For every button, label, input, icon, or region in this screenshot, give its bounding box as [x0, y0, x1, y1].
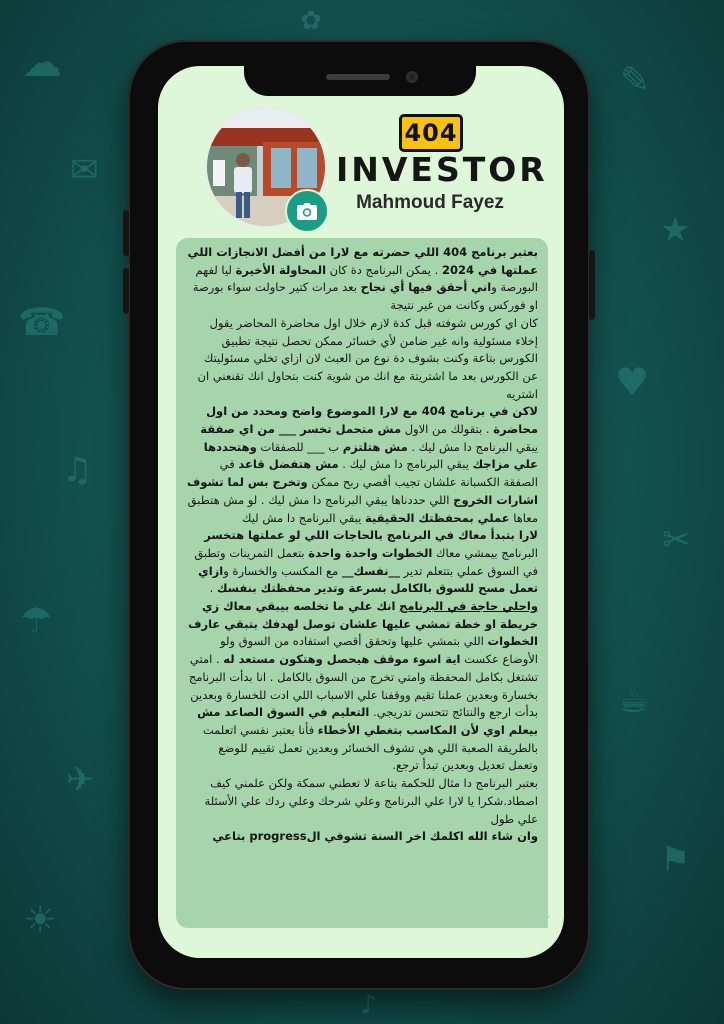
- camera-icon: [297, 203, 317, 220]
- background-doodle: ✎: [620, 60, 651, 101]
- phone-volume-button: [123, 210, 129, 256]
- background-doodle: ☁: [22, 40, 62, 86]
- phone-power-button: [589, 250, 595, 320]
- profile-name: Mahmoud Fayez: [356, 192, 504, 213]
- phone-volume-button: [123, 268, 129, 314]
- background-doodle: ☀: [24, 900, 57, 941]
- background-doodle: ☕: [618, 680, 651, 721]
- brand-badge-404: 404: [399, 114, 463, 152]
- background-doodle: ✉: [70, 150, 99, 190]
- brand-title: INVESTOR: [336, 150, 548, 189]
- background-doodle: ✂: [662, 520, 691, 560]
- front-camera: [406, 71, 418, 83]
- message-paragraph: بعتبر برنامج 404 اللي حضرته مع لارا من أفضل الانجازات اللي عملتها في 2024 . يمكن البرنامج دة كان المحاولة الأخيرة ليا لفهم البورصة واني أحقق فيها أي نجاح بعد مرات كتير حاولت سواء بورصة او فوركس وكانت من غير نتيجة: [187, 245, 538, 313]
- message-paragraph: لاكن في برنامج 404 مع لارا الموضوع واضح ومحدد من اول محاضرة . بتقولك من الاول مش متحمل تخسر ___ من اي صفقة يبقي البرنامج دا مش ليك . مش هتلتزم ب ___ للصفقات وهتحددها علي مزاجك يبقي البرنامج دا مش ليك . مش هتفضل قاعد في الصفقة الكسبانة علشان تجيب أقصي ربح ممكن وتخرج بس لما تشوف اشارات الخروج اللي حددناها يبقي البرنامج دا مش ليك . لو مش هتطبق معاها عملي بمحفظتك الحقيقية يبقي البرنامج دا مش ليك: [186, 404, 538, 525]
- bubble-tail: [540, 916, 550, 928]
- background-doodle: ♫: [62, 450, 93, 490]
- background-doodle: ☂: [20, 600, 53, 641]
- background-doodle: ✈: [66, 760, 95, 800]
- background-doodle: ♥: [615, 360, 650, 404]
- background-doodle: ★: [660, 210, 691, 250]
- message-paragraph: بعتبر البرنامج دا مثال للحكمة بتاعة لا تعطني سمكة ولكن علمني كيف اصطاد.شكرا يا لارا علي البرنامج وعلي شرحك وعلي ردك علي الأسئلة علي طول: [204, 776, 538, 826]
- background-doodle: ☎: [18, 300, 66, 344]
- change-photo-button[interactable]: [285, 189, 329, 233]
- message-paragraph: كان اي كورس شوفته قبل كدة لازم خلال اول محاضرة المحاضر يقول إخلاء مسئولية وانه غير ضامن لأي خسائر ممكن تحصل نتيجة تطبيق الكورس بتاعة وكنت بشوف دة نوع من العبث لان ازاي تخلي مسئوليتك عن الكورس بعد ما اشتريتة مع انك من شوية كنت بتحاول انك تقنعني ان اشتريه: [197, 315, 538, 401]
- background-doodle: ✿: [300, 6, 322, 36]
- phone-speaker: [326, 74, 390, 80]
- chat-message-text: [186, 244, 538, 846]
- background-doodle: ♪: [360, 990, 377, 1020]
- message-paragraph: لارا بتبدأ معاك في البرنامج بالحاجات اللي لو عملتها هتخسر البرنامج بيمشي معاك الخطوات واحدة واحدة بتعمل التمرينات وتطبق في السوق عملي بتتعلم تدير __نفسك__ مع المكسب والخسارة وازاي تعمل مسح للسوق بالكامل بسرعة وتدير محفظتك بنفسك . واحلي حاجة في البرنامج انك علي ما تخلصه بيبقي معاك زي خريطة او خطة تمشي عليها علشان توصل لهدفك بتبقي عارف الخطوات اللي بتمشي عليها وتحقق أقصي استفاده من السوق ولو الأوضاع عكست اية اسوء موقف هيحصل وهتكون مستعد له . امتي تشتغل بكامل المحفظة وامتي تخرج من السوق بالكامل . انا بدأت البرنامج بخسارة وبعدين عملنا تقيم ووقفنا علي الاسباب اللي ادت للخسارة وبعدين بدأت ارجع والنتائج تتحسن تدريجي. التعليم في السوق الصاعد مش بيعلم اوي لأن المكاسب بتغطي الأخطاء فأنا بعتبر نفسي اتعلمت بالطريقة الصعبة اللي هي تشوف الخسائر وبعدين تعمل تقييم للوضع وتعمل تعديل وبعدين تبدأ ترجع.: [188, 528, 538, 773]
- background-doodle: ⚑: [660, 840, 691, 880]
- message-paragraph: وان شاء الله اكلمك اخر السنة تشوفي الprogress بتاعي: [212, 829, 538, 844]
